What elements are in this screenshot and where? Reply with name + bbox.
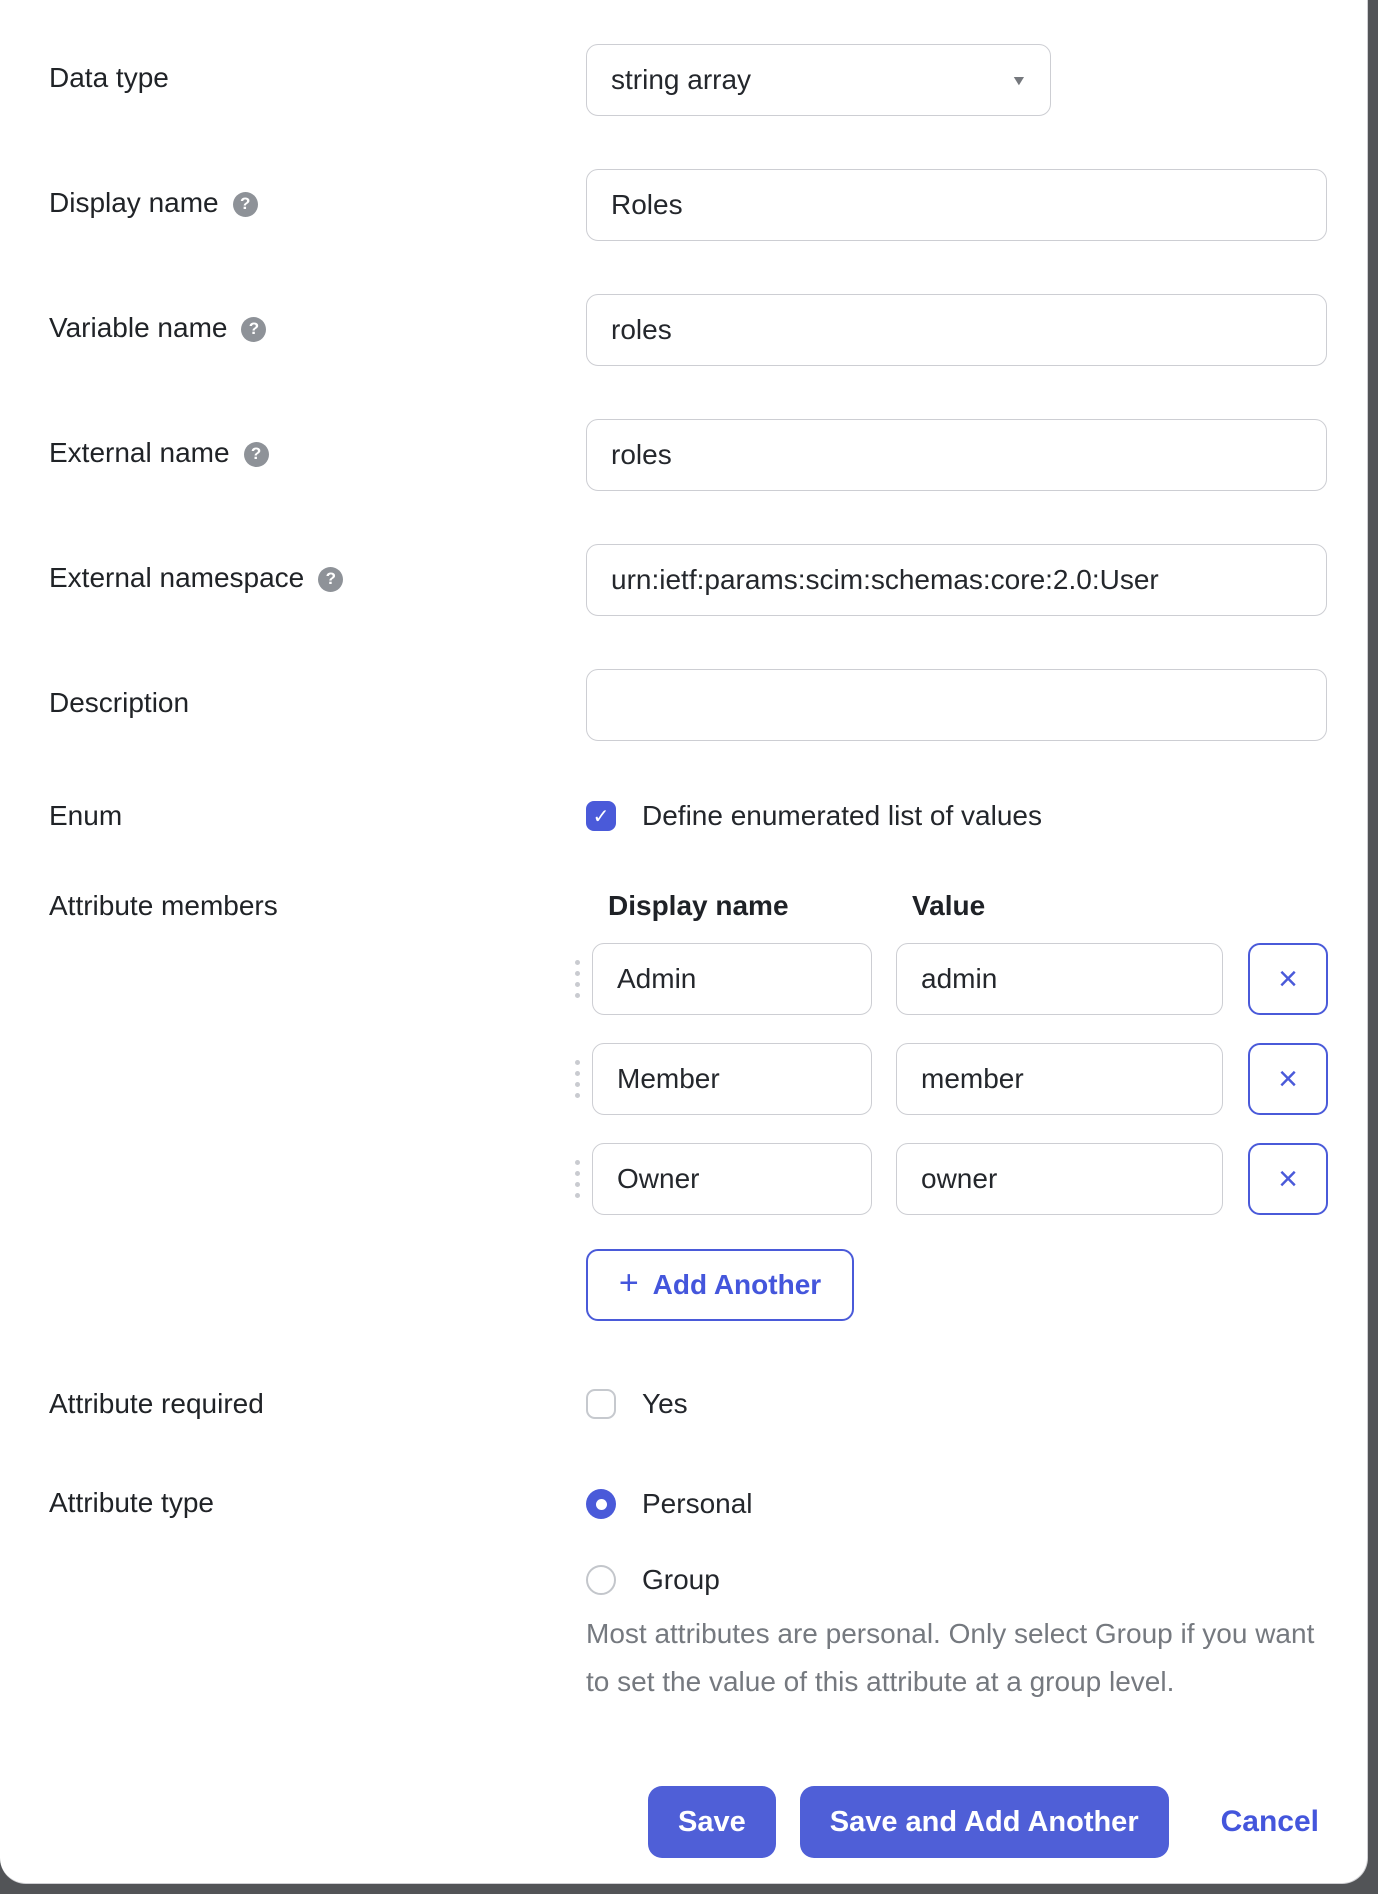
member-row-member bbox=[570, 1043, 1328, 1115]
personal-radio[interactable] bbox=[586, 1489, 616, 1519]
field-row-enum bbox=[0, 800, 1367, 832]
external-name-label-text: External name bbox=[49, 437, 230, 468]
save-button[interactable]: Save bbox=[648, 1786, 776, 1858]
enum-checkbox[interactable] bbox=[586, 801, 616, 831]
footer-actions bbox=[0, 1786, 1367, 1858]
data-type-label: Data type bbox=[49, 62, 169, 93]
description-label: Description bbox=[49, 687, 190, 718]
remove-member-button[interactable] bbox=[1248, 1143, 1328, 1215]
member-value-input[interactable] bbox=[896, 943, 1223, 1015]
group-radio-label: Group bbox=[642, 1564, 720, 1595]
chevron-down-icon: ▼ bbox=[1010, 72, 1028, 88]
attribute-type-helper-text: Most attributes are personal. Only select Group if you want to set the value of this attribute at a group level. bbox=[586, 1618, 1315, 1697]
member-display-name-input[interactable] bbox=[592, 1143, 872, 1215]
remove-member-button[interactable] bbox=[1248, 943, 1328, 1015]
add-another-button-label: Add Another bbox=[652, 1269, 822, 1300]
group-radio[interactable] bbox=[586, 1565, 616, 1595]
field-row-external-name bbox=[0, 419, 1367, 491]
help-icon[interactable]: ? bbox=[244, 442, 269, 467]
help-icon[interactable]: ? bbox=[318, 567, 343, 592]
attribute-type-label: Attribute type bbox=[49, 1487, 214, 1518]
checkmark-icon: ✓ bbox=[592, 805, 610, 828]
section-attribute-members bbox=[0, 889, 1367, 1321]
drag-handle-icon[interactable] bbox=[570, 1160, 584, 1198]
field-row-external-namespace bbox=[0, 544, 1367, 616]
plus-icon: + bbox=[618, 1263, 639, 1302]
external-name-label bbox=[49, 419, 586, 491]
variable-name-label bbox=[49, 294, 586, 366]
external-namespace-label bbox=[49, 544, 586, 616]
drag-handle-icon[interactable] bbox=[570, 1060, 584, 1098]
description-input[interactable] bbox=[586, 669, 1327, 741]
attribute-required-option-label: Yes bbox=[642, 1388, 688, 1419]
members-column-display-name: Display name bbox=[608, 890, 789, 921]
member-value-input[interactable] bbox=[896, 1043, 1223, 1115]
close-icon: × bbox=[1278, 1160, 1298, 1198]
remove-member-button[interactable] bbox=[1248, 1043, 1328, 1115]
field-row-variable-name bbox=[0, 294, 1367, 366]
close-icon: × bbox=[1278, 960, 1298, 998]
help-icon[interactable]: ? bbox=[233, 192, 258, 217]
attribute-type-option-personal bbox=[586, 1488, 1322, 1520]
display-name-label-text: Display name bbox=[49, 187, 219, 218]
attribute-members-label: Attribute members bbox=[49, 890, 278, 921]
attribute-required-label: Attribute required bbox=[49, 1388, 264, 1419]
member-value-input[interactable] bbox=[896, 1143, 1223, 1215]
field-row-data-type bbox=[0, 44, 1367, 116]
add-another-button[interactable] bbox=[586, 1249, 854, 1321]
field-row-attribute-type bbox=[0, 1488, 1367, 1706]
variable-name-input[interactable] bbox=[586, 294, 1327, 366]
display-name-input[interactable] bbox=[586, 169, 1327, 241]
close-icon: × bbox=[1278, 1060, 1298, 1098]
members-column-value: Value bbox=[912, 890, 986, 921]
save-and-add-another-button[interactable]: Save and Add Another bbox=[800, 1786, 1169, 1858]
drag-handle-icon[interactable] bbox=[570, 960, 584, 998]
field-row-description bbox=[0, 669, 1367, 741]
attribute-type-option-group bbox=[586, 1564, 1322, 1596]
member-row-owner bbox=[570, 1143, 1328, 1215]
field-row-display-name bbox=[0, 169, 1367, 241]
cancel-button[interactable]: Cancel bbox=[1220, 1805, 1319, 1838]
attribute-required-checkbox[interactable] bbox=[586, 1389, 616, 1419]
enum-checkbox-label: Define enumerated list of values bbox=[642, 800, 1042, 831]
member-row-admin bbox=[570, 943, 1328, 1015]
external-namespace-label-text: External namespace bbox=[49, 562, 305, 593]
member-display-name-input[interactable] bbox=[592, 1043, 872, 1115]
external-name-input[interactable] bbox=[586, 419, 1327, 491]
field-row-attribute-required bbox=[0, 1388, 1367, 1420]
member-display-name-input[interactable] bbox=[592, 943, 872, 1015]
members-header-row bbox=[608, 889, 1328, 923]
personal-radio-label: Personal bbox=[642, 1488, 753, 1519]
help-icon[interactable]: ? bbox=[241, 317, 266, 342]
variable-name-label-text: Variable name bbox=[49, 312, 228, 343]
data-type-selected-value: string array bbox=[611, 64, 752, 95]
enum-label: Enum bbox=[49, 800, 123, 831]
data-type-select[interactable] bbox=[586, 44, 1051, 116]
display-name-label bbox=[49, 169, 586, 241]
external-namespace-input[interactable] bbox=[586, 544, 1327, 616]
